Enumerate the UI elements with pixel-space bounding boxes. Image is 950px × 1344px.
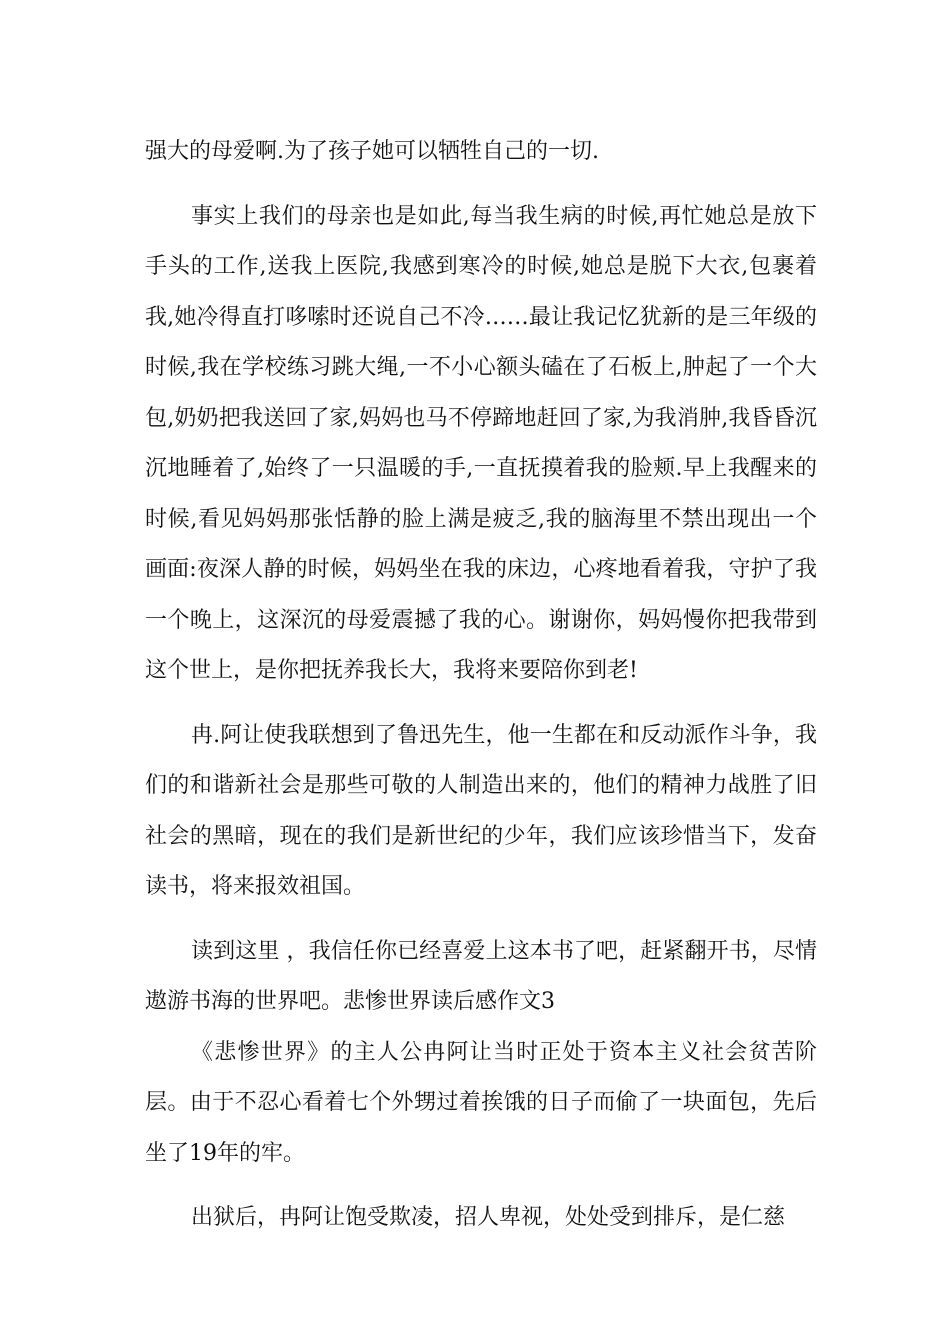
paragraph-5: 《悲惨世界》的主人公冉阿让当时正处于资本主义社会贫苦阶层。由于不忍心看着七个外甥过着挨饿的日子而偷了一块面包，先后坐了19年的牢。 — [145, 1039, 817, 1166]
paragraph-6: 出狱后，冉阿让饱受欺凌，招人卑视，处处受到排斥，是仁慈 — [191, 1205, 786, 1230]
paragraph-3: 冉.阿让使我联想到了鲁迅先生，他一生都在和反动派作斗争，我们的和谐新社会是那些可敬的人制造出来的，他们的精神力战胜了旧社会的黑暗，现在的我们是新世纪的少年，我们应该珍惜当下，发奋读书，将来报效祖国。 — [145, 722, 817, 899]
document-body — [145, 127, 817, 1244]
paragraph-1: 强大的母爱啊.为了孩子她可以牺牲自己的一切. — [145, 139, 599, 164]
paragraph-2: 事实上我们的母亲也是如此,每当我生病的时候,再忙她总是放下手头的工作,送我上医院,我感到寒冷的时候,她总是脱下大衣,包裹着我,她冷得直打哆嗦时还说自己不冷……最让我记忆犹新的是三年级的时候,我在学校练习跳大绳,一不小心额头磕在了石板上,肿起了一个大包,奶奶把我送回了家,妈妈也马不停蹄地赶回了家,为我消肿,我昏昏沉沉地睡着了,始终了一只温暖的手,一直抚摸着我的脸颊.早上我醒来的时候,看见妈妈那张恬静的脸上满是疲乏,我的脑海里不禁出现出一个画面:夜深人静的时候，妈妈坐在我的床边，心疼地看着我，守护了我一个晚上，这深沉的母爱震撼了我的心。谢谢你，妈妈慢你把我带到这个世上，是你把抚养我长大，我将来要陪你到老! — [145, 203, 817, 683]
paragraph-4: 读到这里 ，我信任你已经喜爱上这本书了吧，赶紧翻开书，尽情遨游书海的世界吧。悲惨世界读后感作文3 — [145, 938, 817, 1014]
